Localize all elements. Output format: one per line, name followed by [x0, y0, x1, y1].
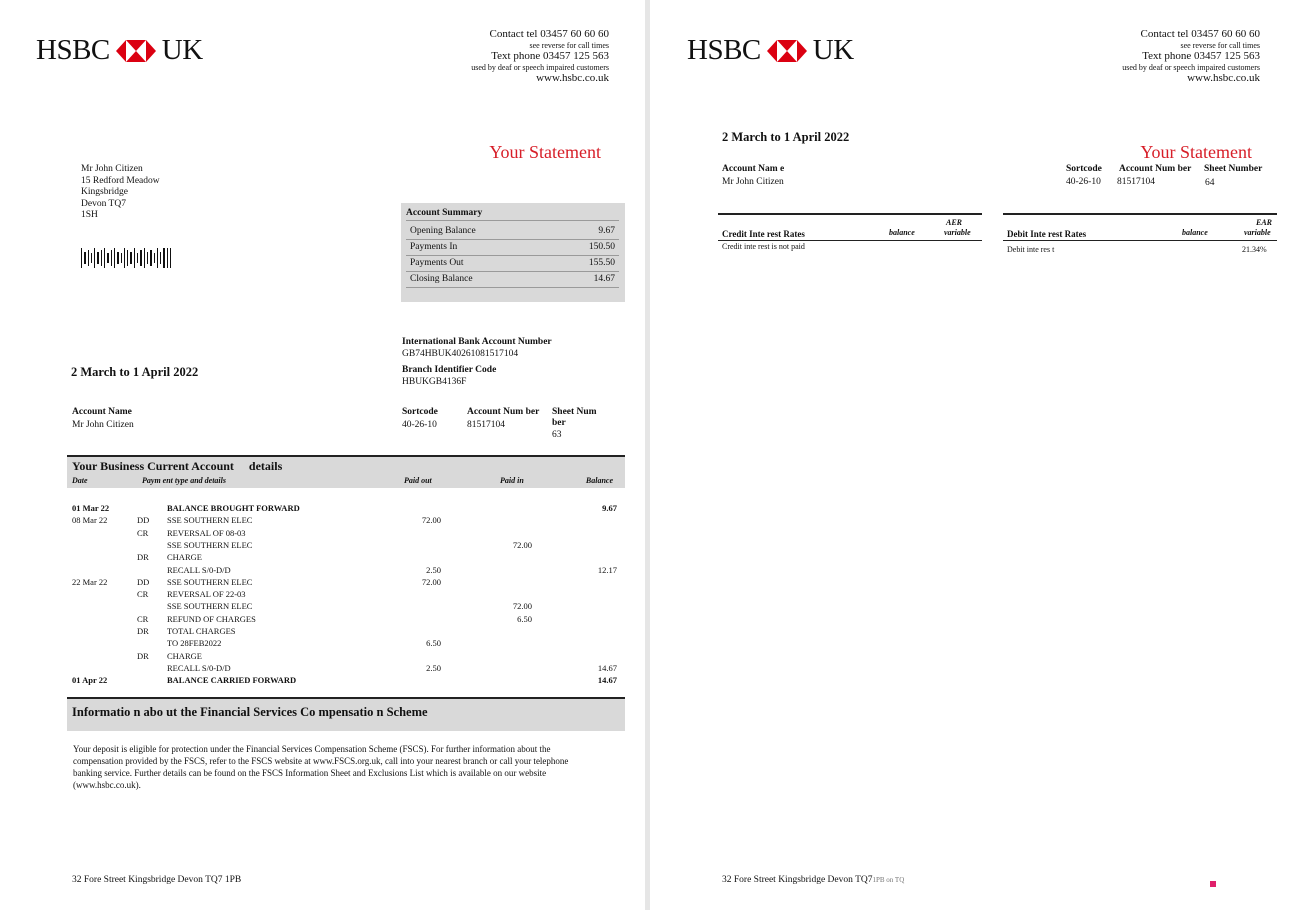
- row-description: REFUND OF CHARGES: [167, 613, 256, 624]
- pink-marker-icon: [1210, 881, 1216, 887]
- contact-textphone: Text phone 03457 125 563: [1142, 50, 1260, 62]
- hsbc-logo: [36, 34, 203, 67]
- row-date: 01 Apr 22: [72, 675, 108, 686]
- debit-rates-title: Debit Inte rest Rates: [1007, 229, 1087, 239]
- contact-website[interactable]: www.hsbc.co.uk: [536, 72, 609, 84]
- row-type: DD: [137, 576, 150, 587]
- debit-table-top-rule: [1003, 213, 1277, 215]
- address-line: 15 Redford Meadow: [81, 175, 160, 186]
- table-row: [67, 528, 627, 540]
- contact-block: [471, 29, 609, 84]
- address-name: Mr John Citizen: [81, 164, 143, 174]
- row-type: DR: [137, 552, 149, 563]
- bic-label: Branch Identifier Code: [402, 365, 497, 375]
- account-number-value: 81517104: [467, 420, 505, 430]
- contact-textphone-note: used by deaf or speech impaired customers: [1122, 63, 1260, 72]
- table-row: [67, 577, 627, 589]
- logo-text-uk: UK: [161, 34, 203, 66]
- address-line: 1SH: [81, 210, 98, 220]
- row-description: CHARGE: [167, 650, 202, 661]
- col-payment: Paym ent type and details: [142, 476, 226, 485]
- col-paid-in: Paid in: [500, 476, 524, 485]
- row-paid-out: 72.00: [421, 576, 441, 587]
- contact-website[interactable]: www.hsbc.co.uk: [1187, 72, 1260, 84]
- row-balance: 14.67: [597, 662, 617, 673]
- credit-variable-label: variable: [944, 228, 971, 237]
- iban-value: GB74HBUK40261081517104: [402, 349, 519, 359]
- row-type: CR: [137, 613, 149, 624]
- contact-tel: Contact tel 03457 60 60 60: [489, 28, 609, 40]
- row-balance: 14.67: [597, 675, 617, 686]
- account-name-label: Account Nam e: [722, 164, 785, 174]
- account-name-value: Mr John Citizen: [72, 420, 134, 430]
- contact-block: [1122, 29, 1260, 84]
- credit-table-top-rule: [718, 213, 982, 215]
- row-description: SSE SOUTHERN ELEC: [167, 576, 253, 587]
- account-summary-title: Account Summary: [406, 208, 619, 221]
- customer-address: [81, 164, 160, 222]
- account-name-label: Account Name: [72, 407, 132, 417]
- statement-page-1: [0, 0, 645, 910]
- row-description: SSE SOUTHERN ELEC: [167, 515, 253, 526]
- row-paid-in: 72.00: [512, 601, 532, 612]
- row-balance: 9.67: [602, 503, 617, 513]
- debit-variable-label: variable: [1244, 228, 1271, 237]
- sheet-number-label: Sheet Number: [1204, 164, 1263, 174]
- statement-title: Your Statement: [489, 142, 601, 162]
- sheet-number-value: 63: [552, 430, 562, 440]
- row-description: REVERSAL OF 22-03: [167, 589, 246, 600]
- credit-balance-label: balance: [889, 228, 915, 237]
- row-description: BALANCE CARRIED FORWARD: [167, 675, 297, 686]
- hsbc-logo: [687, 34, 854, 67]
- summary-row: Payments Out 155.50: [406, 256, 619, 272]
- logo-text-hsbc: HSBC: [36, 34, 110, 66]
- debit-table-rule: [1003, 240, 1277, 241]
- row-description: TO 28FEB2022: [167, 638, 222, 649]
- account-number-label: Account Num ber: [467, 407, 540, 417]
- credit-rates-title: Credit Inte rest Rates: [722, 229, 805, 239]
- logo-text-uk: UK: [812, 34, 854, 66]
- sortcode-label: Sortcode: [402, 407, 438, 417]
- row-paid-in: 72.00: [512, 539, 532, 550]
- contact-textphone: Text phone 03457 125 563: [491, 50, 609, 62]
- col-date: Date: [72, 476, 88, 485]
- details-header: [67, 455, 625, 488]
- row-description: RECALL S/0-D/D: [167, 662, 231, 673]
- table-row: [67, 601, 627, 613]
- row-date: 22 Mar 22: [72, 576, 108, 587]
- row-paid-out: 2.50: [426, 564, 441, 575]
- bic-value: HBUKGB4136F: [402, 377, 467, 387]
- statement-period: 2 March to 1 April 2022: [722, 130, 850, 144]
- contact-tel-note: see reverse for call times: [1180, 41, 1260, 50]
- fscs-text: Your deposit is eligible for protection under the Financial Services Compensation Scheme (FSCS). For further information about the compensation provided by the FSCS, refer to the FSCS website at www.FSCS.org.uk, call into your nearest branch or call your telephone banking service. Further details can be found on the FSCS Information Sheet and Exclusions List which is available on our website (www.hsbc.co.uk).: [73, 744, 569, 790]
- row-paid-out: 72.00: [421, 515, 441, 526]
- row-description: REVERSAL OF 08-03: [167, 527, 246, 538]
- table-row: [67, 638, 627, 650]
- address-line: Devon TQ7: [81, 198, 126, 209]
- row-description: RECALL S/0-D/D: [167, 564, 231, 575]
- summary-row: Closing Balance 14.67: [406, 272, 619, 288]
- contact-tel-note: see reverse for call times: [529, 41, 609, 50]
- table-row: [67, 540, 627, 552]
- row-type: DR: [137, 626, 149, 636]
- fscs-header: [67, 697, 625, 731]
- row-type: CR: [137, 589, 149, 600]
- contact-tel: Contact tel 03457 60 60 60: [1140, 28, 1260, 40]
- row-description: CHARGE: [167, 552, 202, 563]
- address-line: Kingsbridge: [81, 187, 128, 197]
- row-description: SSE SOUTHERN ELEC: [167, 601, 253, 612]
- details-title: Your Business Current Account details: [72, 459, 283, 473]
- sortcode-value: 40-26-10: [1066, 177, 1101, 187]
- sortcode-label: Sortcode: [1066, 164, 1102, 174]
- sortcode-value: 40-26-10: [402, 420, 437, 430]
- footer-address: 32 Fore Street Kingsbridge Devon TQ7 1PB: [72, 875, 242, 885]
- debit-balance-label: balance: [1182, 228, 1208, 237]
- col-paid-out: Paid out: [404, 476, 432, 485]
- debit-rate-value: 21.34%: [1242, 245, 1267, 254]
- debit-note: Debit inte res t: [1007, 245, 1055, 254]
- summary-row: Opening Balance 9.67: [406, 224, 619, 240]
- fscs-title: Informatio n abo ut the Financial Services Co mpensatio n Scheme: [72, 705, 428, 719]
- sheet-number-label: Sheet Num ber: [552, 407, 597, 428]
- row-description: SSE SOUTHERN ELEC: [167, 539, 253, 550]
- row-type: DD: [137, 515, 150, 526]
- table-row: [67, 626, 627, 638]
- row-paid-in: 6.50: [517, 613, 532, 624]
- debit-ear-label: EAR: [1256, 218, 1273, 227]
- row-paid-out: 6.50: [426, 638, 441, 649]
- table-row: [67, 675, 627, 687]
- iban-label: International Bank Account Number: [402, 337, 552, 347]
- table-row: [67, 565, 627, 577]
- account-number-value: 81517104: [1117, 177, 1155, 187]
- bank-identifiers: [402, 336, 552, 388]
- credit-aer-label: AER: [946, 218, 963, 227]
- logo-text-hsbc: HSBC: [687, 34, 761, 66]
- row-balance: 12.17: [597, 564, 617, 575]
- table-row: [67, 651, 627, 663]
- hsbc-hexagon-icon: [116, 40, 156, 62]
- table-row: [67, 515, 627, 527]
- statement-page-2: [650, 0, 1294, 910]
- account-number-label: Account Num ber: [1119, 164, 1192, 174]
- row-type: CR: [137, 527, 149, 538]
- col-balance: Balance: [585, 476, 613, 485]
- sheet-number-value: 64: [1205, 178, 1215, 188]
- row-description: BALANCE BROUGHT FORWARD: [167, 503, 300, 513]
- table-row: [67, 552, 627, 564]
- contact-textphone-note: used by deaf or speech impaired customers: [471, 63, 609, 72]
- statement-period: 2 March to 1 April 2022: [71, 365, 199, 379]
- table-row: [67, 589, 627, 601]
- credit-table-rule: [718, 240, 982, 241]
- hsbc-hexagon-icon: [767, 40, 807, 62]
- row-date: 01 Mar 22: [72, 503, 110, 513]
- credit-note: Credit inte rest is not paid: [722, 242, 805, 251]
- row-description: TOTAL CHARGES: [167, 626, 236, 636]
- summary-row: Payments In 150.50: [406, 240, 619, 256]
- table-row: [67, 503, 627, 515]
- account-name-value: Mr John Citizen: [722, 177, 784, 187]
- footer-address: 32 Fore Street Kingsbridge Devon TQ71PB on TQ: [722, 875, 905, 885]
- account-summary: [401, 203, 625, 302]
- row-date: 08 Mar 22: [72, 515, 108, 526]
- transactions-table: [67, 503, 625, 693]
- table-row: [67, 614, 627, 626]
- statement-title: Your Statement: [1140, 142, 1252, 162]
- postal-barcode: [81, 248, 171, 268]
- row-type: DR: [137, 650, 149, 661]
- row-paid-out: 2.50: [426, 662, 441, 673]
- table-row: [67, 663, 627, 675]
